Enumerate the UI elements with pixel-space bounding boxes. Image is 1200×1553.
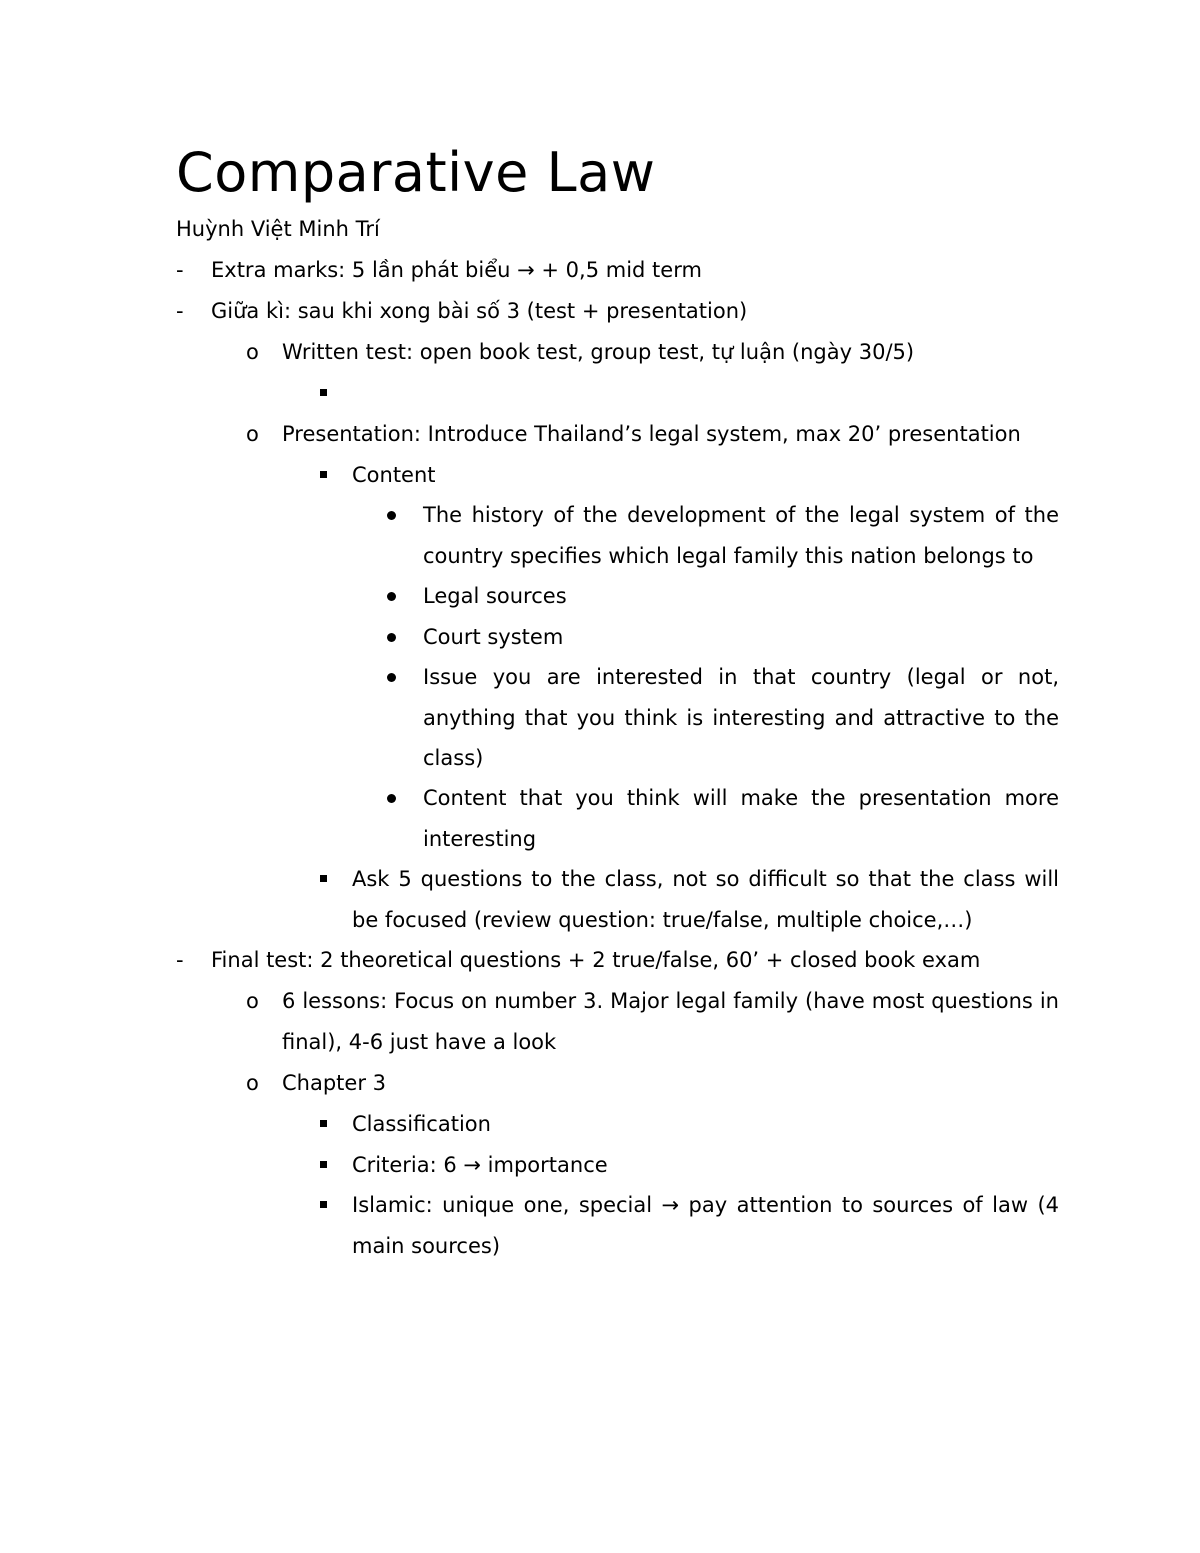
list-item-history: The history of the development of the legal system of the country specifies which legal family this nation belongs to [423, 503, 1059, 568]
list-item-written-test: Written test: open book test, group test, tự luận (ngày 30/5) [282, 340, 915, 364]
list-item-issue: Issue you are interested in that country (legal or not, anything that you think is interesting and attractive to the class) [423, 665, 1059, 770]
square-bullet [320, 1120, 327, 1127]
square-bullet [320, 875, 327, 882]
list-item-court-system: Court system [423, 625, 564, 649]
dash-bullet: - [176, 258, 184, 282]
round-bullet [387, 794, 396, 803]
round-bullet [387, 592, 396, 601]
list-item-content: Content [352, 463, 436, 487]
round-bullet [387, 511, 396, 520]
list-item-criteria: Criteria: 6 → importance [352, 1153, 608, 1177]
round-bullet [387, 633, 396, 642]
square-bullet [320, 1161, 327, 1168]
round-bullet [387, 673, 396, 682]
square-bullet [320, 1201, 327, 1208]
circle-bullet: o [246, 340, 259, 364]
author-name: Huỳnh Việt Minh Trí [176, 217, 380, 241]
list-item-ask-questions: Ask 5 questions to the class, not so difficult so that the class will be focused (review question: true/false, multiple choice,…) [352, 867, 1059, 932]
list-item-presentation: Presentation: Introduce Thailand’s legal system, max 20’ presentation [282, 422, 1021, 446]
list-item-midterm: Giữa kì: sau khi xong bài số 3 (test + presentation) [211, 299, 748, 323]
list-item-legal-sources: Legal sources [423, 584, 567, 608]
document-title: Comparative Law [176, 141, 656, 204]
list-item-classification: Classification [352, 1112, 491, 1136]
square-bullet [320, 471, 327, 478]
list-item-content-interesting: Content that you think will make the presentation more interesting [423, 786, 1059, 851]
list-item-final-test: Final test: 2 theoretical questions + 2 true/false, 60’ + closed book exam [211, 948, 981, 972]
list-item-six-lessons: 6 lessons: Focus on number 3. Major legal family (have most questions in final), 4-6 just have a look [282, 989, 1059, 1054]
list-item-islamic: Islamic: unique one, special → pay attention to sources of law (4 main sources) [352, 1193, 1059, 1258]
circle-bullet: o [246, 989, 259, 1013]
circle-bullet: o [246, 1071, 259, 1095]
dash-bullet: - [176, 299, 184, 323]
square-bullet [320, 389, 327, 396]
circle-bullet: o [246, 422, 259, 446]
dash-bullet: - [176, 948, 184, 972]
list-item-chapter-3: Chapter 3 [282, 1071, 386, 1095]
list-item-extra-marks: Extra marks: 5 lần phát biểu → + 0,5 mid term [211, 258, 702, 282]
